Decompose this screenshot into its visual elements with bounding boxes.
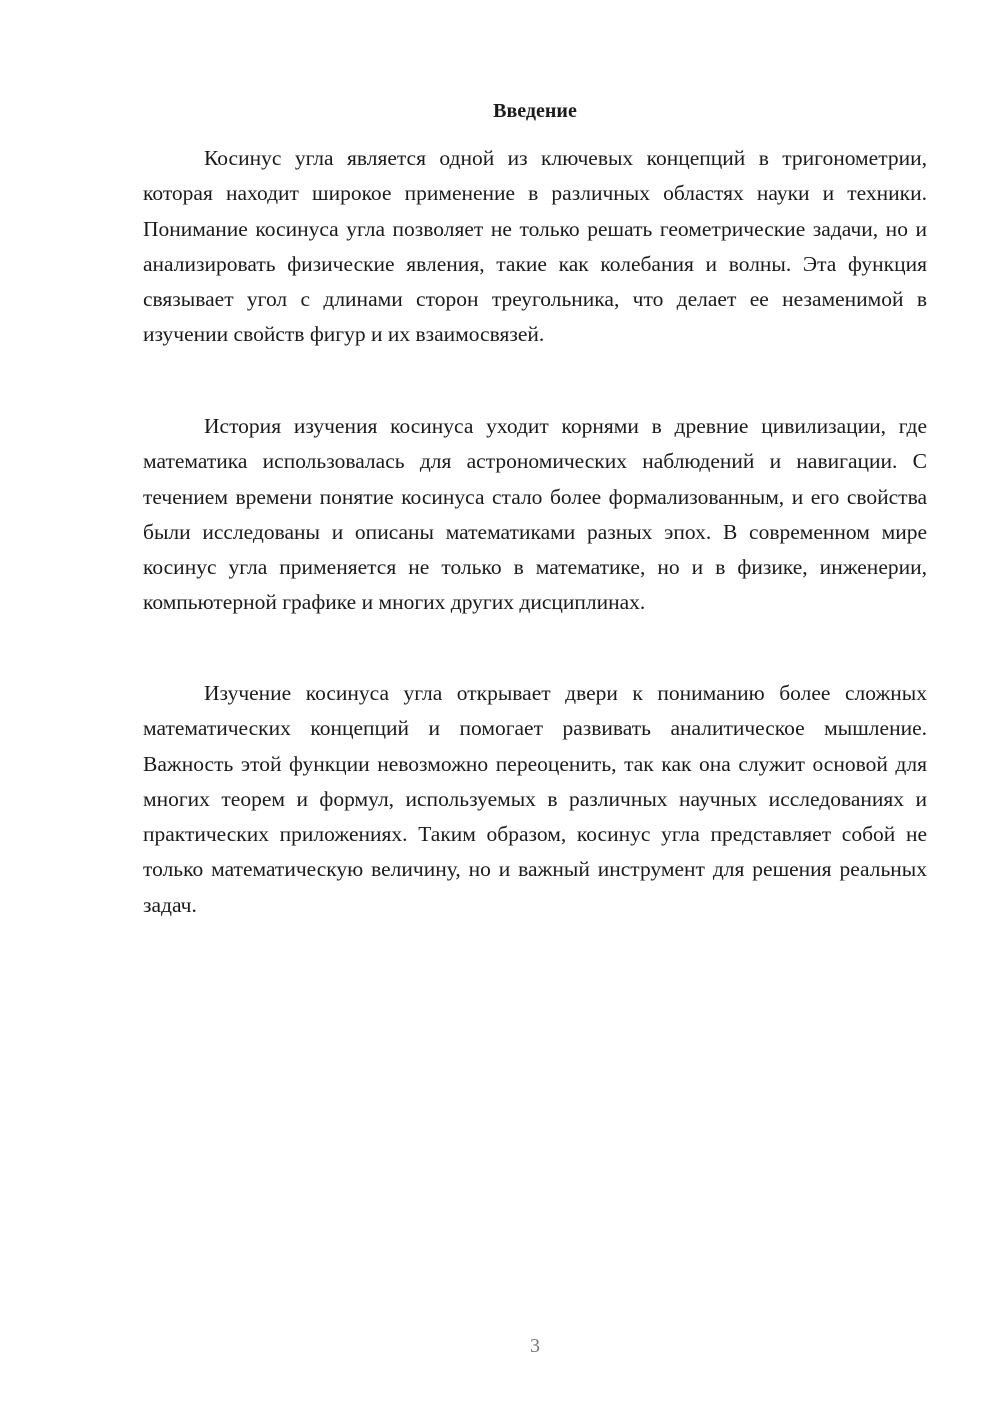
paragraph-3: Изучение косинуса угла открывает двери к пониманию более сложных математических концепций и помогает развивать аналитическое мышление. Важность этой функции невозможно переоценить, так как она служит основой для многих теорем и формул, используемых в различных научных исследованиях и практических приложениях. Таким образом, косинус угла представляет собой не только математическую величину, но и важный инструмент для решения реальных задач. [143,681,927,917]
page-number: 3 [530,1335,540,1357]
paragraph-2: История изучения косинуса уходит корнями в древние цивилизации, где математика использовалась для астрономических наблюдений и навигации. С течением времени понятие косинуса стало более формализованным, и его свойства были исследованы и описаны математиками разных эпох. В современном мире косинус угла применяется не только в математике, но и в физике, инженерии, компьютерной графике и многих других дисциплинах. [143,414,927,615]
paragraph-1: Косинус угла является одной из ключевых концепций в тригонометрии, которая находит широкое применение в различных областях науки и техники. Понимание косинуса угла позволяет не только решать геометрические задачи, но и анализировать физические явления, такие как колебания и волны. Эта функция связывает угол с длинами сторон треугольника, что делает ее незаменимой в изучении свойств фигур и их взаимосвязей. [143,146,927,347]
section-title: Введение [493,100,577,122]
